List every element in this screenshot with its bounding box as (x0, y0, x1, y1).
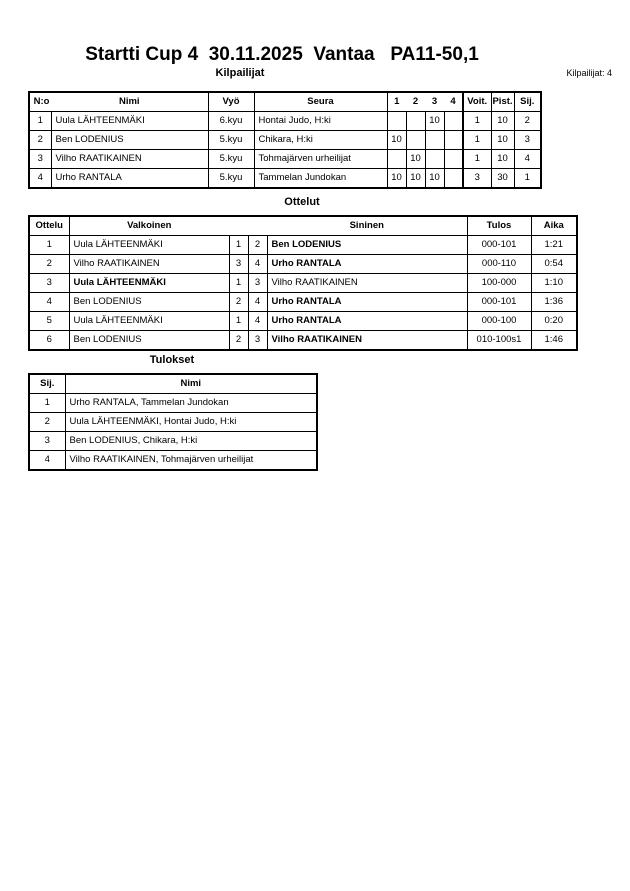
white-competitor: Uula LÄHTEENMÄKI (69, 274, 229, 293)
competitor-placing: 4 (514, 150, 541, 169)
result-vs-3: 10 (425, 169, 444, 189)
final-competitor-entry: Vilho RAATIKAINEN, Tohmajärven urheilijat (65, 451, 317, 471)
col-header-4: 4 (444, 92, 463, 112)
match-time: 1:46 (531, 331, 577, 351)
competitor-points: 10 (491, 150, 514, 169)
white-competitor: Uula LÄHTEENMÄKI (69, 312, 229, 331)
result-vs-4 (444, 169, 463, 189)
competitor-club: Tohmajärven urheilijat (254, 150, 387, 169)
final-competitor-entry: Uula LÄHTEENMÄKI, Hontai Judo, H:ki (65, 413, 317, 432)
match-row (29, 293, 577, 312)
match-number: 3 (29, 274, 69, 293)
match-number: 1 (29, 236, 69, 255)
competitor-row (29, 131, 541, 150)
result-vs-4 (444, 150, 463, 169)
match-number: 6 (29, 331, 69, 351)
blue-competitor: Urho RANTALA (267, 255, 467, 274)
final-placing: 4 (29, 451, 65, 471)
blue-competitor: Urho RANTALA (267, 312, 467, 331)
white-competitor: Uula LÄHTEENMÄKI (69, 236, 229, 255)
result-vs-2 (406, 131, 425, 150)
final-result-row (29, 451, 317, 471)
match-score: 010-100s1 (467, 331, 531, 351)
match-row (29, 274, 577, 293)
page-title: Startti Cup 4 30.11.2025 Vantaa PA11-50,1 (85, 44, 479, 65)
blue-number: 4 (248, 255, 267, 274)
competitor-placing: 2 (514, 112, 541, 131)
col-header-ottelu: Ottelu (29, 216, 69, 236)
col-header-seura: Seura (254, 92, 387, 112)
col-header-no: N:o (29, 92, 51, 112)
match-row (29, 255, 577, 274)
competitor-belt: 5.kyu (208, 169, 254, 189)
competitor-name: Urho RANTALA (51, 169, 208, 189)
competitor-row (29, 150, 541, 169)
match-score: 000-101 (467, 293, 531, 312)
match-score: 000-100 (467, 312, 531, 331)
competitor-belt: 5.kyu (208, 131, 254, 150)
match-row (29, 236, 577, 255)
competitor-name: Uula LÄHTEENMÄKI (51, 112, 208, 131)
col-header-nimi-final: Nimi (65, 374, 317, 394)
final-competitor-entry: Urho RANTALA, Tammelan Jundokan (65, 394, 317, 413)
competitor-number: 1 (29, 112, 51, 131)
white-number: 1 (229, 312, 248, 331)
blue-competitor: Ben LODENIUS (267, 236, 467, 255)
competitor-placing: 1 (514, 169, 541, 189)
blue-number: 3 (248, 274, 267, 293)
col-header-sij: Sij. (514, 92, 541, 112)
result-vs-4 (444, 131, 463, 150)
match-score: 100-000 (467, 274, 531, 293)
result-vs-4 (444, 112, 463, 131)
blue-number: 2 (248, 236, 267, 255)
blue-competitor: Urho RANTALA (267, 293, 467, 312)
final-result-row (29, 394, 317, 413)
white-number: 1 (229, 274, 248, 293)
section-heading-kilpailijat: Kilpailijat (215, 67, 265, 79)
result-vs-2 (406, 112, 425, 131)
result-vs-2: 10 (406, 169, 425, 189)
match-row (29, 312, 577, 331)
col-header-nimi: Nimi (51, 92, 208, 112)
match-number: 4 (29, 293, 69, 312)
competitor-club: Hontai Judo, H:ki (254, 112, 387, 131)
col-header-pist: Pist. (491, 92, 514, 112)
match-time: 1:36 (531, 293, 577, 312)
final-result-row (29, 432, 317, 451)
competitor-name: Ben LODENIUS (51, 131, 208, 150)
result-vs-1: 10 (387, 131, 406, 150)
white-competitor: Vilho RAATIKAINEN (69, 255, 229, 274)
col-header-2: 2 (406, 92, 425, 112)
section-heading-tulokset: Tulokset (149, 354, 195, 366)
competitor-number: 4 (29, 169, 51, 189)
white-competitor: Ben LODENIUS (69, 293, 229, 312)
match-number: 5 (29, 312, 69, 331)
final-placing: 2 (29, 413, 65, 432)
col-header-voit: Voit. (463, 92, 491, 112)
match-time: 0:54 (531, 255, 577, 274)
white-number: 2 (229, 293, 248, 312)
competitors-table (28, 91, 542, 189)
competitor-placing: 3 (514, 131, 541, 150)
competitor-club: Tammelan Jundokan (254, 169, 387, 189)
competitor-wins: 1 (463, 112, 491, 131)
col-header-blue-number (248, 216, 267, 236)
match-time: 0:20 (531, 312, 577, 331)
white-number: 3 (229, 255, 248, 274)
result-vs-1 (387, 150, 406, 169)
white-number: 1 (229, 236, 248, 255)
match-score: 000-110 (467, 255, 531, 274)
match-time: 1:21 (531, 236, 577, 255)
competitor-row (29, 112, 541, 131)
result-vs-1: 10 (387, 169, 406, 189)
competitor-name: Vilho RAATIKAINEN (51, 150, 208, 169)
result-vs-3: 10 (425, 112, 444, 131)
final-result-row (29, 413, 317, 432)
match-time: 1:10 (531, 274, 577, 293)
blue-number: 4 (248, 293, 267, 312)
match-number: 2 (29, 255, 69, 274)
section-heading-ottelut: Ottelut (284, 196, 320, 208)
col-header-3: 3 (425, 92, 444, 112)
competitor-wins: 1 (463, 150, 491, 169)
competitor-belt: 5.kyu (208, 150, 254, 169)
col-header-tulos: Tulos (467, 216, 531, 236)
competitors-count-label: Kilpailijat: 4 (566, 68, 612, 78)
blue-competitor: Vilho RAATIKAINEN (267, 331, 467, 351)
result-vs-1 (387, 112, 406, 131)
competitor-number: 3 (29, 150, 51, 169)
matches-header-row (29, 216, 577, 236)
final-placing: 3 (29, 432, 65, 451)
col-header-sininen: Sininen (267, 216, 467, 236)
result-vs-2: 10 (406, 150, 425, 169)
result-vs-3 (425, 131, 444, 150)
competitor-wins: 1 (463, 131, 491, 150)
final-competitor-entry: Ben LODENIUS, Chikara, H:ki (65, 432, 317, 451)
white-number: 2 (229, 331, 248, 351)
final-placing: 1 (29, 394, 65, 413)
competitor-row (29, 169, 541, 189)
white-competitor: Ben LODENIUS (69, 331, 229, 351)
final-results-header-row (29, 374, 317, 394)
match-score: 000-101 (467, 236, 531, 255)
competitor-points: 10 (491, 131, 514, 150)
col-header-1: 1 (387, 92, 406, 112)
blue-number: 4 (248, 312, 267, 331)
col-header-aika: Aika (531, 216, 577, 236)
col-header-white-number (229, 216, 248, 236)
col-header-vyo: Vyö (208, 92, 254, 112)
match-row (29, 331, 577, 351)
col-header-sij-final: Sij. (29, 374, 65, 394)
result-vs-3 (425, 150, 444, 169)
competitor-points: 30 (491, 169, 514, 189)
competitor-points: 10 (491, 112, 514, 131)
final-results-table (28, 373, 318, 471)
competitor-number: 2 (29, 131, 51, 150)
matches-table (28, 215, 578, 351)
competitor-wins: 3 (463, 169, 491, 189)
blue-number: 3 (248, 331, 267, 351)
competitor-club: Chikara, H:ki (254, 131, 387, 150)
competitor-belt: 6.kyu (208, 112, 254, 131)
competitors-header-row (29, 92, 541, 112)
blue-competitor: Vilho RAATIKAINEN (267, 274, 467, 293)
col-header-valkoinen: Valkoinen (69, 216, 229, 236)
